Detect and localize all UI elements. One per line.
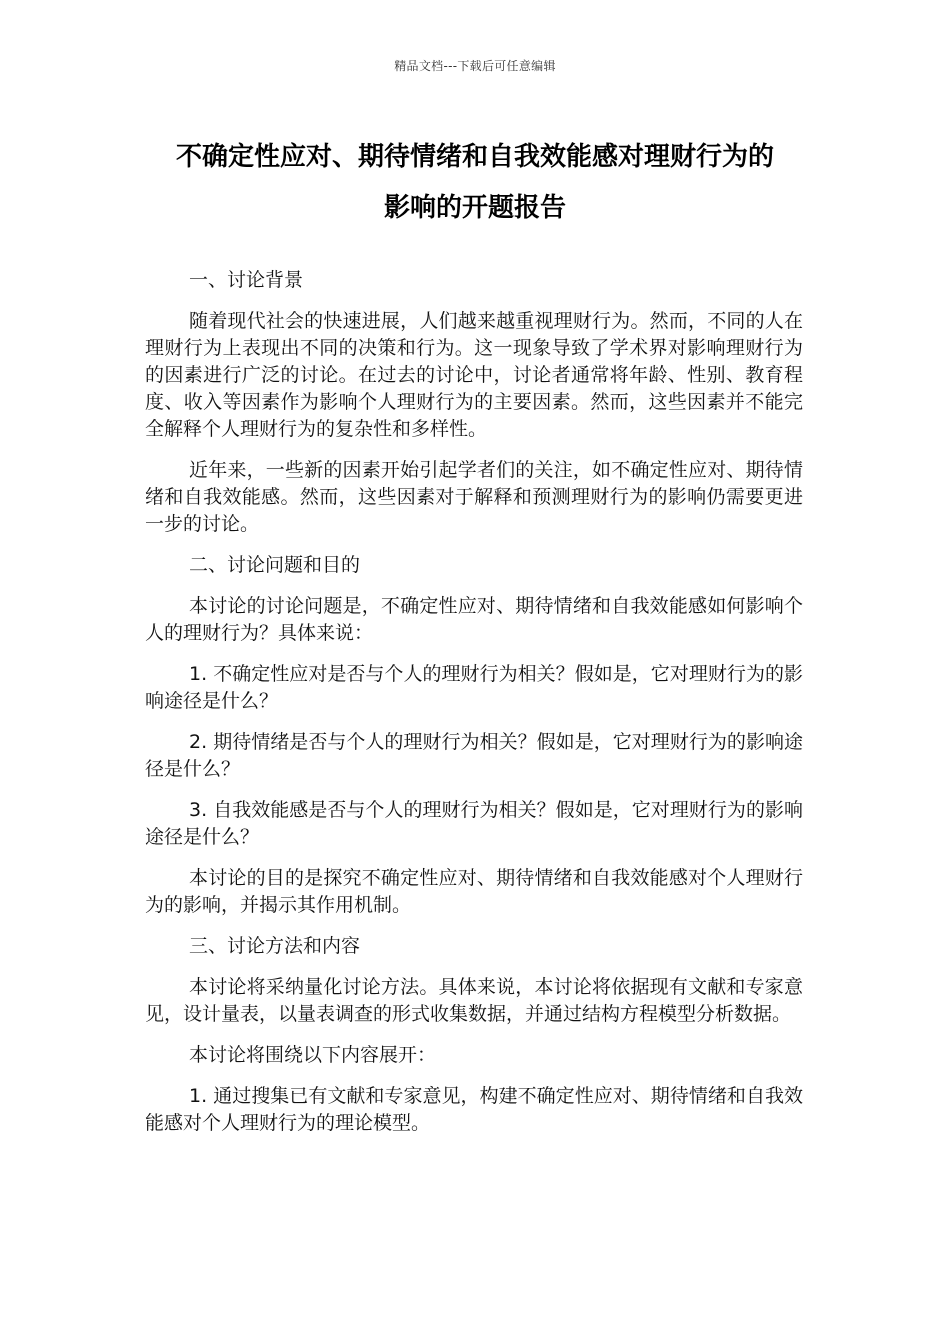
title-line-1: 不确定性应对、期待情绪和自我效能感对理财行为的 [175,142,774,172]
paragraph: 近年来，一些新的因素开始引起学者们的关注，如不确定性应对、期待情绪和自我效能感。然而，这些因素对于解释和预测理财行为的影响仍需要更进一步的讨论。 [145,459,803,535]
title-line-2: 影响的开题报告 [383,193,566,223]
paragraph: 本讨论将采纳量化讨论方法。具体来说，本讨论将依据现有文献和专家意见，设计量表，以量表调查的形式收集数据，并通过结构方程模型分析数据。 [145,976,803,1025]
paragraph: 本讨论将围绕以下内容展开： [189,1044,437,1066]
section-heading-questions: 二、讨论问题和目的 [189,554,361,576]
paragraph: 随着现代社会的快速进展，人们越来越重视理财行为。然而，不同的人在理财行为上表现出不同的决策和行为。这一现象导致了学术界对影响理财行为的因素进行广泛的讨论。在过去的讨论中，讨论者通常将年龄、性别、教育程度、收入等因素作为影响个人理财行为的主要因素。然而，这些因素并不能完全解释个人理财行为的复杂性和多样性。 [145,310,803,440]
paragraph: 本讨论的目的是探究不确定性应对、期待情绪和自我效能感对个人理财行为的影响，并揭示其作用机制。 [145,867,803,916]
document-body [145,267,803,1151]
list-item: 2. 期待情绪是否与个人的理财行为相关？假如是，它对理财行为的影响途径是什么？ [145,731,803,780]
list-item: 1. 不确定性应对是否与个人的理财行为相关？假如是，它对理财行为的影响途径是什么？ [145,663,803,712]
page-header-note: 精品文档---下载后可任意编辑 [394,59,556,73]
paragraph: 本讨论的讨论问题是，不确定性应对、期待情绪和自我效能感如何影响个人的理财行为？具体来说： [145,595,803,644]
document-title [120,132,830,234]
list-item: 1. 通过搜集已有文献和专家意见，构建不确定性应对、期待情绪和自我效能感对个人理财行为的理论模型。 [145,1085,803,1134]
section-heading-background: 一、讨论背景 [189,269,304,291]
section-heading-methods: 三、讨论方法和内容 [189,935,361,957]
list-item: 3. 自我效能感是否与个人的理财行为相关？假如是，它对理财行为的影响途径是什么？ [145,799,803,848]
